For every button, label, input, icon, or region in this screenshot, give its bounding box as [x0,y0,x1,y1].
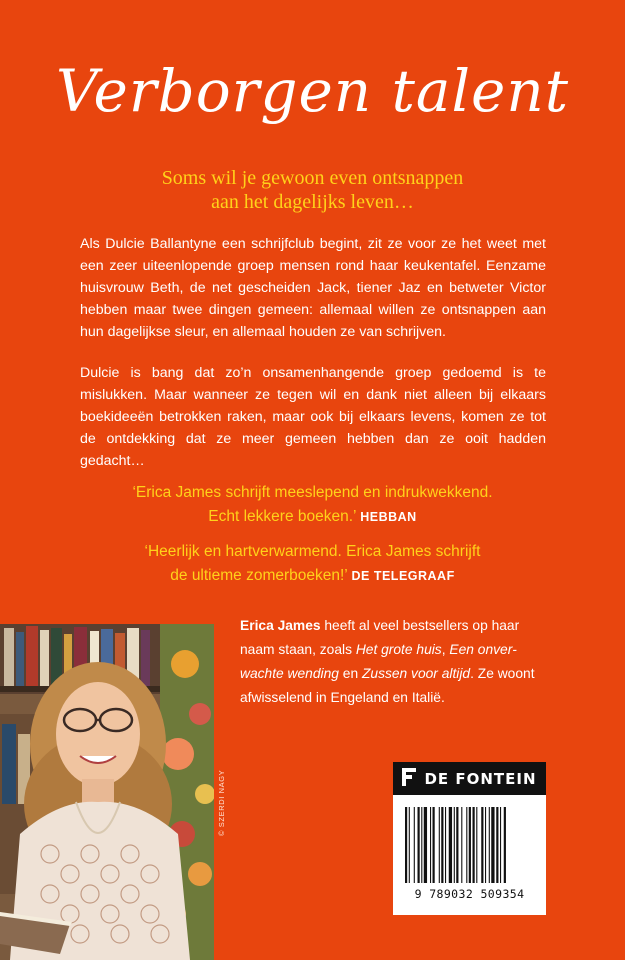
tagline-line: Soms wil je gewoon even ontsnappen [161,167,464,189]
quote-line-with-source [0,564,625,588]
quote-line: Echt lekkere boeken.’ [208,508,356,525]
bio-text: . Ze woont afwisselend in Engeland en Italië. [240,666,535,705]
tagline-line: aan het dagelijks leven… [211,191,414,213]
book-title-ref: Zussen voor altijd [361,666,471,681]
photo-credit: © SZERDI NAGY [217,769,226,836]
quote-source: HEBBAN [360,510,417,524]
author-bio [240,614,550,710]
book-title-ref: Het grote huis [355,642,442,657]
barcode [393,795,546,915]
publisher-logo [393,762,546,795]
bio-text: heeft al veel bestsellers op haar naam staan, zoals [240,618,520,657]
publisher-name: DE FONTEIN [424,769,537,788]
quote-line: de ultieme zomerboeken!’ [170,567,348,584]
author-name: Erica James [240,618,321,633]
blurb-paragraph-1: Als Dulcie Ballantyne een schrijfclub begint, zit ze voor ze het weet met een zeer uiteenlopende groep mensen rond haar keukentafel. Eenzame huisvrouw Beth, de net gescheiden Jack, tiener Jaz en betweter Victor hebben maar twee dingen gemeen: allemaal willen ze ontsnappen aan hun dagelijkse sleur, en allemaal houden ze van schrijven. [80,236,546,340]
author-photo [0,624,214,960]
isbn-number: 9 789032 509354 [414,887,525,901]
fontein-logo-icon [402,768,416,790]
quote-line: ‘Heerlijk en hartverwarmend. Erica James schrijft [144,543,481,560]
bio-text: en [338,666,362,681]
blurb-paragraph-2: Dulcie is bang dat zo’n onsamenhangende groep gedoemd is te mislukken. Maar wanneer ze tegen wil en dank niet alleen bij elkaars boekideeën betrokken raken, maar ook bij elkaars levens, komen ze tot de ontdekking dat ze meer gemeen hebben dan ze ooit hadden gedacht… [80,365,546,469]
review-quote-telegraaf [0,540,625,588]
quote-source: DE TELEGRAAF [351,569,455,583]
book-title-ref: Een onverwachte wending [240,642,517,681]
barcode-bars [403,807,536,887]
quote-line-with-source [0,505,625,529]
review-quote-hebban [0,481,625,529]
tagline [0,166,625,214]
bio-text: , [441,642,450,657]
book-title: Verborgen talent [55,57,570,125]
quote-line: ‘Erica James schrijft meeslepend en indrukwekkend. [132,484,493,501]
